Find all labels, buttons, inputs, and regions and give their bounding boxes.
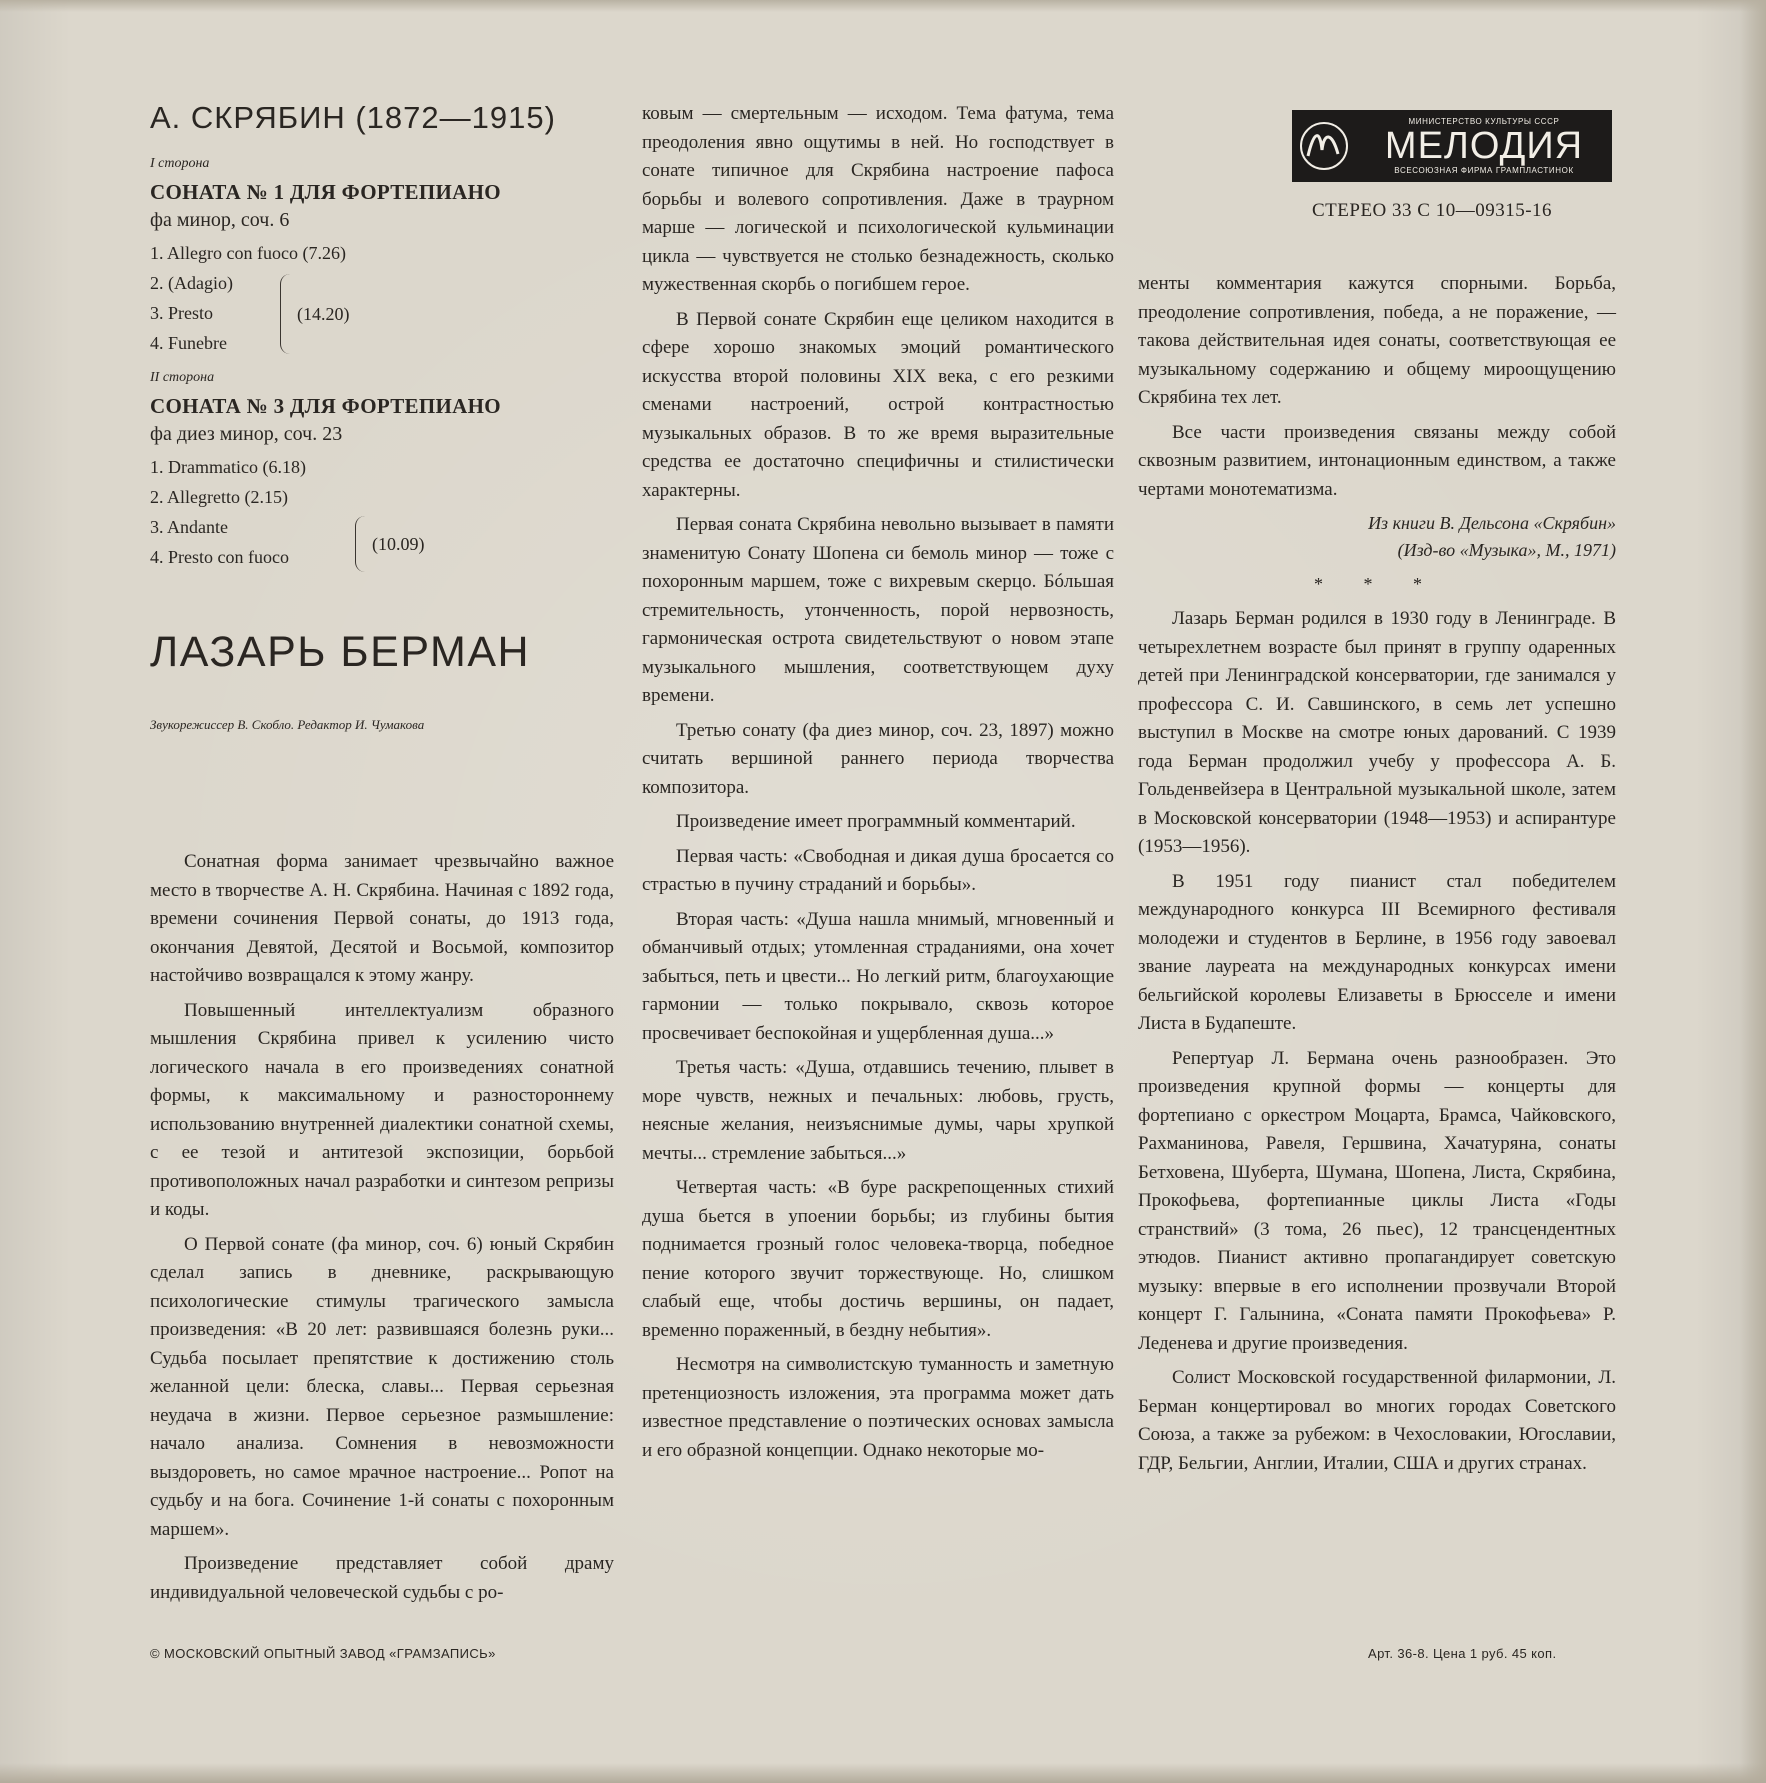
worn-edge-top [0,0,1766,12]
track-1-3: 3. Presto [150,303,213,323]
essay-column-1 [150,848,614,1613]
footer-manufacturer: © МОСКОВСКИЙ ОПЫТНЫЙ ЗАВОД «ГРАМЗАПИСЬ» [150,1646,496,1661]
essay-column-3 [1138,270,1616,1484]
logo-ministry-text: МИНИСТЕРСТВО КУЛЬТУРЫ СССР [1408,117,1560,126]
essay-paragraph: Первая часть: «Свободная и дикая душа бросается со страстью в пучину страданий и борьбы». [642,845,1114,895]
credits-line: Звукорежиссер В. Скобло. Редактор И. Чумакова [150,717,425,732]
essay-paragraph: Произведение представляет собой драму индивидуальной человеческой судьбы с ро- [150,1553,614,1603]
source-attribution-book: Из книги В. Дельсона «Скрябин» [1368,513,1616,533]
track-2-1: 1. Drammatico (6.18) [150,457,306,477]
track-1-4: 4. Funebre [150,333,227,353]
essay-paragraph: Повышенный интеллектуализм образного мышления Скрябина привел к усилению чисто логического начала в его произведениях сонатной формы, к максимальному и разностороннему использованию внутренней диалектики сонатной схемы, с ее тезой и антитезой экспозиции, борьбой противоположных начал разработки и синтезом репризы и коды. [150,999,614,1220]
performer-name: ЛАЗАРЬ БЕРМАН [150,628,531,676]
essay-paragraph: Несмотря на символистскую туманность и заметную претенциозность изложения, эта программа может дать известное представление о поэтических основах замысла и его образной концепции. Однако некоторые мо- [642,1354,1114,1461]
melodiya-emblem-icon [1292,116,1356,176]
side-2-group-brace [355,516,425,572]
essay-paragraph: ковым — смертельным — исходом. Тема фатума, тема преодоления явно ощутимы в ней. Но господствует в сонате типичное для Скрябина настроение пафоса борьбы и волевого сопротивления. Даже в траурном марше — логической и психологической кульминации цикла — чувствуется не столько безнадежность, сколько мужественная скорбь о погибшем герое. [642,103,1114,295]
track-1-2: 2. (Adagio) [150,273,233,293]
source-attribution-publisher: (Изд-во «Музыка», М., 1971) [1397,540,1616,560]
essay-paragraph: Произведение имеет программный комментарий. [676,811,1076,832]
bio-paragraph: Лазарь Берман родился в 1930 году в Ленинграде. В четырехлетнем возрасте был принят в группу одаренных детей при Ленинградской консерватории, где занимался у профессора С. И. Савшинского, в семь лет успешно выступил в Москве на смотре юных дарований. С 1939 года Берман продолжил учебу у профессора А. Б. Гольденвейзера в Центральной музыкальной школе, затем в Московской консерватории (1948—1953) и аспирантуре (1953—1956). [1138,608,1616,857]
track-2-4: 4. Presto con fuoco [150,547,289,567]
left-column [150,100,615,733]
essay-paragraph: Третья часть: «Душа, отдавшись течению, плывет в море чувств, нежных и печальных: любовь, грусть, неясные желания, неизъяснимые думы, чары хрупкой мечты... стремление забыться...» [642,1057,1114,1164]
track-1-1: 1. Allegro con fuoco (7.26) [150,243,346,263]
essay-paragraph: Все части произведения связаны между собой сквозным развитием, интонационным единством, а также чертами монотематизма. [1138,421,1616,500]
essay-paragraph: О Первой сонате (фа минор, соч. 6) юный Скрябин сделал запись в дневнике, раскрывающую психологические стимулы трагического замысла произведения: «В 20 лет: развившаяся болезнь руки... Судьба посылает препятствие к достижению столь желанной цели: блеска, славы... Первая серьезная неудача в жизни. Первое серьезное размышление: начало анализа. Сомнения в невозможности выздороветь, но самое мрачное настроение... Ропот на судьбу и на бога. Сочинение 1-й сонаты с похоронным маршем». [150,1233,614,1540]
side-1-key: фа минор, соч. 6 [150,209,290,231]
bio-paragraph: Репертуар Л. Бермана очень разнообразен. Это произведения крупной формы — концерты для фортепиано с оркестром Моцарта, Брамса, Чайковского, Рахманинова, Равеля, Гершвина, Хачатуряна, сонаты Бетховена, Шуберта, Шумана, Шопена, Листа, Скрябина, Прокофьева, фортепианные циклы Листа «Годы странствий» (3 тома, 26 пьес), 12 трансцендентных этюдов. Пианист активно пропагандирует советскую музыку: впервые в его исполнении прозвучали Второй концерт Г. Галынина, «Соната памяти Прокофьева» Р. Леденева и другие произведения. [1138,1047,1616,1354]
side-1-tracklist [150,238,615,358]
track-2-3: 3. Andante [150,517,228,537]
essay-paragraph: Четвертая часть: «В буре раскрепощенных стихий душа бьется в упоении борьбы; из глубины бытия поднимается грозный голос человека-творца, победное пение которого звучит торжествующе. Но, слишком слабый еще, чтобы достичь вершины, он падает, временно пораженный, в бездну небытия». [642,1177,1114,1341]
side-2-title: СОНАТА № 3 ДЛЯ ФОРТЕПИАНО [150,394,501,418]
worn-edge-bottom [0,1763,1766,1783]
composer-heading: А. СКРЯБИН (1872—1915) [150,100,556,135]
essay-paragraph: менты комментария кажутся спорными. Борьба, преодоление сопротивления, победа, а не поражение, — такова действительная идея сонаты, соответствующая ее музыкальному содержанию и общему мироощущению Скрябина тех лет. [1138,273,1616,408]
bio-paragraph: Солист Московской государственной филармонии, Л. Берман концертировал во многих городах Советского Союза, а также за рубежом: в Чехословакии, Югославии, ГДР, Бельгии, Англии, Италии, США и других странах. [1138,1367,1616,1474]
side-1-title: СОНАТА № 1 ДЛЯ ФОРТЕПИАНО [150,180,501,204]
track-2-2: 2. Allegretto (2.15) [150,487,288,507]
worn-edge-right [1740,0,1766,1783]
catalog-number: СТЕРЕО 33 С 10—09315-16 [1312,200,1553,221]
logo-brand-name: МЕЛОДИЯ [1384,125,1584,167]
side-2-group-time: (10.09) [372,533,425,554]
side-1-group-time: (14.20) [297,303,350,324]
essay-column-2 [642,100,1114,1471]
essay-paragraph: Первая соната Скрябина невольно вызывает в памяти знаменитую Сонату Шопена си бемоль минор — тоже с похоронным маршем, тоже с вихревым скерцо. Бóльшая стремительность, утонченность, порой нервозность, гармоническая острота свидетельствуют о новом этапе музыкального мышления, соответствующем духу времени. [642,514,1114,706]
logo-firm-text: ВСЕСОЮЗНАЯ ФИРМА ГРАМПЛАСТИНОК [1394,166,1574,175]
essay-paragraph: Третью сонату (фа диез минор, соч. 23, 1897) можно считать вершиной раннего периода творчества композитора. [642,719,1114,798]
bio-paragraph: В 1951 году пианист стал победителем международного конкурса III Всемирного фестиваля молодежи и студентов в Берлине, в 1956 году завоевал звание лауреата на международных конкурсах имени бельгийской королевы Елизаветы в Брюсселе и имени Листа в Будапеште. [1138,870,1616,1034]
side-1-group-brace [280,274,350,354]
side-2-tracklist [150,452,615,572]
side-2-label: II сторона [150,370,215,385]
section-divider-stars: * * * [1314,574,1440,594]
side-1-label: I сторона [150,156,210,171]
footer-price: Арт. 36-8. Цена 1 руб. 45 коп. [1368,1646,1557,1661]
melodiya-logo [1292,110,1612,182]
essay-paragraph: Сонатная форма занимает чрезвычайно важное место в творчестве А. Н. Скрябина. Начиная с 1892 года, времени сочинения Первой сонаты, до 1913 года, окончания Девятой, Десятой и Восьмой, композитор настойчиво возвращался к этому жанру. [150,851,614,986]
essay-paragraph: Вторая часть: «Душа нашла мнимый, мгновенный и обманчивый отдых; утомленная страданиями, она хочет забыться, петь и цвести... Но легкий ритм, благоухающие гармонии — только покрывало, сквозь которое просвечивает беспокойная и ущербленная душа...» [642,908,1114,1044]
side-2-key: фа диез минор, соч. 23 [150,423,343,445]
essay-paragraph: В Первой сонате Скрябин еще целиком находится в сфере хорошо знакомых эмоций романтического искусства второй половины XIX века, с его резкими сменами настроений, острой контрастностью музыкальных образов. В то же время выразительные средства ее достаточно специфичны и стилистически характерны. [642,308,1114,501]
